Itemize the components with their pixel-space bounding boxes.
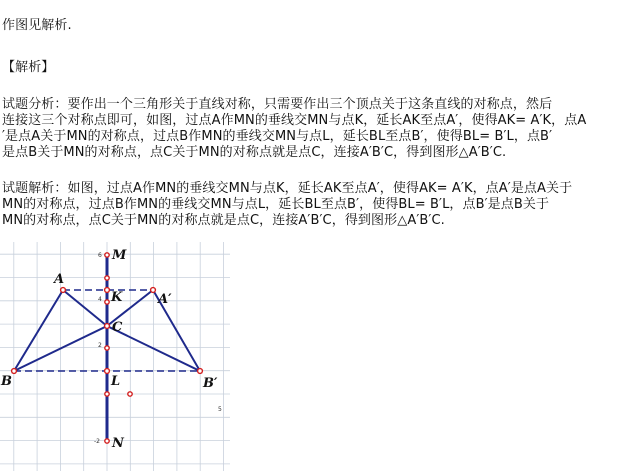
label-aprime: A′ [158, 292, 172, 307]
point-m [105, 253, 109, 257]
analysis-line-4: 是点B关于MN的对称点，点C关于MN的对称点就是点C，连接A′B′C，得到图形△A′B′C. [2, 145, 507, 160]
axis-tick-neg2: -2 [94, 438, 100, 445]
point-tick-4 [105, 300, 109, 304]
point-b [12, 369, 17, 374]
point-c [105, 324, 110, 329]
symmetry-figure [0, 242, 230, 471]
axis-tick-4: 4 [98, 296, 102, 303]
label-b: B [1, 374, 12, 389]
analysis-line-2: 连接这三个对称点即可，如图，过点A作MN的垂线交MN与点K，延长AK至点A′，使得AK= A′K，点A [2, 113, 587, 128]
point-tick-2 [105, 346, 109, 350]
point-bprime [198, 369, 203, 374]
label-l: L [111, 374, 121, 389]
point-a [61, 288, 66, 293]
axis-tick-2: 2 [98, 342, 102, 349]
point-k [105, 288, 110, 293]
label-k: K [111, 290, 123, 305]
label-m: M [112, 248, 127, 263]
answer-text: 作图见解析. [2, 18, 72, 33]
label-c: C [112, 320, 123, 335]
point-tick-5 [105, 276, 109, 280]
analysis-line-1: 试题分析：要作出一个三角形关于直线对称，只需要作出三个顶点关于这条直线的对称点，然后 [2, 97, 553, 112]
label-a: A [54, 272, 65, 287]
point-l [105, 369, 110, 374]
label-n: N [112, 436, 124, 451]
point-aprime [151, 288, 156, 293]
label-bprime: B′ [203, 376, 218, 391]
point-origin [105, 392, 109, 396]
x-axis-label: 5 [218, 406, 222, 413]
section-heading: 【解析】 [2, 60, 55, 75]
point-n [105, 439, 109, 443]
analysis-line-3: ′是点A关于MN的对称点，过点B作MN的垂线交MN与点L，延长BL至点B′，使得BL= B′L，点B′ [2, 129, 553, 144]
axis-tick-6: 6 [98, 252, 102, 259]
point-extra [128, 392, 132, 396]
solution-line-2: MN的对称点，过点B作MN的垂线交MN与点L，延长BL至点B′，使得BL= B′L，点B′是点B关于 [2, 197, 550, 212]
solution-line-3: MN的对称点，点C关于MN的对称点就是点C，连接A′B′C，得到图形△A′B′C. [2, 213, 445, 228]
solution-line-1: 试题解析：如图，过点A作MN的垂线交MN与点K，延长AK至点A′，使得AK= A′K，点A′是点A关于 [2, 181, 573, 196]
